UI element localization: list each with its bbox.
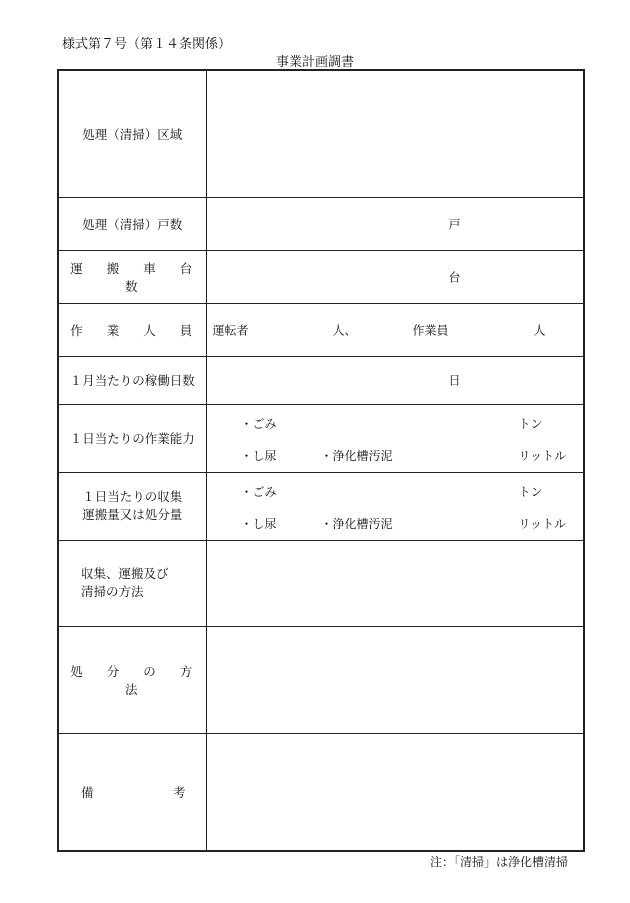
unit-worker: 人 (533, 323, 546, 337)
label-method-collect-line1: 収集、運搬及び (81, 566, 169, 581)
field-volume[interactable] (206, 472, 584, 540)
label-method-dispose: 処 分 の 方 法 (58, 626, 206, 733)
label-staff: 作 業 人 員 (58, 303, 206, 356)
field-vehicles[interactable] (206, 250, 584, 303)
row-volume (58, 472, 584, 540)
form-number: 様式第７号（第１４条関係） (62, 37, 232, 52)
field-workdays[interactable] (206, 356, 584, 404)
label-vehicles: 運 搬 車 台 数 (58, 250, 206, 303)
row-capacity (58, 404, 584, 472)
item-garbage: ・ごみ (240, 484, 277, 499)
capacity-line-garbage (207, 415, 584, 431)
unit-liter: リットル (518, 516, 567, 531)
row-area (58, 70, 584, 197)
item-septic-sludge: ・浄化槽汚泥 (320, 448, 393, 463)
unit-workdays: 日 (448, 373, 461, 388)
label-households: 処理（清掃）戸数 (58, 197, 206, 250)
unit-households: 戸 (448, 217, 461, 231)
field-method-dispose[interactable] (206, 626, 584, 733)
document-title: 事業計画調書 (275, 55, 354, 70)
field-households[interactable] (206, 197, 584, 250)
field-staff[interactable] (206, 303, 584, 356)
row-remarks (58, 733, 584, 851)
volume-line-garbage (207, 483, 584, 499)
label-driver: 運転者 (212, 323, 249, 337)
label-worker: 作業員 (412, 323, 449, 337)
item-night-soil: ・し尿 (240, 448, 277, 463)
unit-liter: リットル (518, 448, 567, 463)
label-remarks-left: 備 (81, 784, 94, 800)
label-workdays: １月当たりの稼働日数 (58, 356, 206, 404)
field-method-collect[interactable] (206, 540, 584, 626)
field-capacity[interactable] (206, 404, 584, 472)
row-households (58, 197, 584, 250)
label-volume (58, 472, 206, 540)
capacity-line-sewage (207, 447, 584, 463)
label-volume-line2: 運搬量又は処分量 (82, 507, 183, 522)
label-method-collect (58, 540, 206, 626)
row-method-dispose (58, 626, 584, 733)
volume-line-sewage (207, 515, 584, 531)
label-remarks (58, 733, 206, 851)
row-vehicles (58, 250, 584, 303)
item-septic-sludge: ・浄化槽汚泥 (320, 516, 393, 531)
label-capacity: １日当たりの作業能力 (58, 404, 206, 472)
label-area: 処理（清掃）区域 (58, 70, 206, 197)
row-staff (58, 303, 584, 356)
field-remarks[interactable] (206, 733, 584, 851)
row-method-collect (58, 540, 584, 626)
item-night-soil: ・し尿 (240, 516, 277, 531)
unit-ton: トン (518, 484, 543, 499)
unit-vehicles: 台 (448, 270, 461, 284)
label-remarks-right: 考 (172, 784, 186, 800)
field-area[interactable] (206, 70, 584, 197)
unit-driver: 人、 (332, 323, 357, 337)
item-garbage: ・ごみ (240, 416, 277, 431)
label-method-collect-line2: 清掃の方法 (81, 584, 144, 599)
unit-ton: トン (518, 416, 543, 431)
label-volume-line1: １日当たりの収集 (82, 489, 183, 504)
business-plan-form (57, 69, 585, 852)
row-workdays (58, 356, 584, 404)
footer-note: 注：「清掃」は浄化槽清掃 (429, 855, 568, 869)
